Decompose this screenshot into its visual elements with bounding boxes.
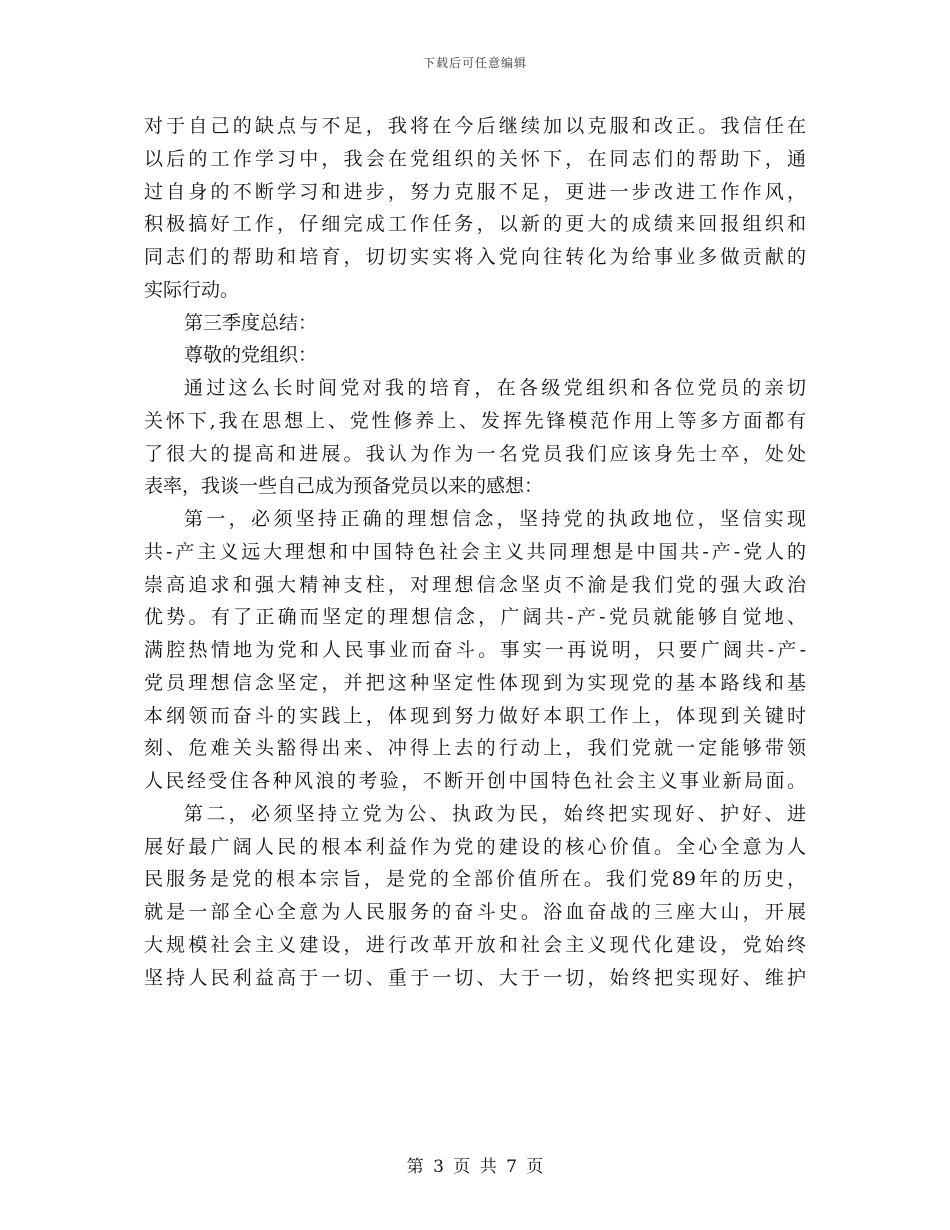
text-line: 大规模社会主义建设，进行改革开放和社会主义现代化建设，党始终 <box>144 933 806 956</box>
text-line: 尊敬的党组织： <box>184 344 318 367</box>
text-line: 表率，我谈一些自己成为预备党员以来的感想： <box>144 475 544 498</box>
text-line: 以后的工作学习中，我会在党组织的关怀下，在同志们的帮助下，通 <box>144 147 806 170</box>
text-line: 展好最广阔人民的根本利益作为党的建设的核心价值。全心全意为人 <box>144 835 806 858</box>
text-line: 积极搞好工作，仔细完成工作任务，以新的更大的成绩来回报组织和 <box>144 213 806 236</box>
text-line: 实际行动。 <box>144 278 240 301</box>
page-number-footer: 第 3 页 共 7 页 <box>406 1157 544 1177</box>
text-line: 民服务是党的根本宗旨，是党的全部价值所在。我们党89年的历史， <box>144 868 806 891</box>
text-line: 第二，必须坚持立党为公、执政为民，始终把实现好、护好、进 <box>184 802 806 825</box>
text-line: 党员理想信念坚定，并把这种坚定性体现到为实现党的基本路线和基 <box>144 671 806 694</box>
text-line: 人民经受住各种风浪的考验，不断开创中国特色社会主义事业新局面。 <box>144 770 806 792</box>
text-line: 了很大的提高和进展。我认为作为一名党员我们应该身先士卒，处处 <box>144 442 806 465</box>
text-line: 崇高追求和强大精神支柱，对理想信念坚贞不渝是我们党的强大政治 <box>144 573 806 596</box>
text-line: 刻、危难关头豁得出来、冲得上去的行动上，我们党就一定能够带领 <box>144 737 806 760</box>
text-line: 过自身的不断学习和进步，努力克服不足，更进一步改进工作作风， <box>144 180 806 203</box>
text-line: 第三季度总结： <box>184 311 318 334</box>
text-line: 对于自己的缺点与不足，我将在今后继续加以克服和改正。我信任在 <box>144 115 806 137</box>
text-line: 坚持人民利益高于一切、重于一切、大于一切，始终把实现好、维护 <box>144 966 806 989</box>
text-line: 优势。有了正确而坚定的理想信念，广阔共-产-党员就能够自觉地、 <box>144 606 806 629</box>
text-line: 关怀下,我在思想上、党性修养上、发挥先锋模范作用上等多方面都有 <box>144 409 806 432</box>
page-header: 下载后可任意编辑 <box>422 56 527 70</box>
document-body <box>144 110 806 994</box>
text-line: 共-产主义远大理想和中国特色社会主义共同理想是中国共-产-党人的 <box>144 540 806 563</box>
text-line: 第一，必须坚持正确的理想信念，坚持党的执政地位，坚信实现 <box>184 508 806 530</box>
text-line: 通过这么长时间党对我的培育，在各级党组织和各位党员的亲切 <box>184 377 806 399</box>
text-line: 本纲领而奋斗的实践上，体现到努力做好本职工作上，体现到关键时 <box>144 704 806 727</box>
text-line: 同志们的帮助和培育，切切实实将入党向往转化为给事业多做贡献的 <box>144 246 806 268</box>
text-line: 就是一部全心全意为人民服务的奋斗史。浴血奋战的三座大山，开展 <box>144 901 806 923</box>
text-line: 满腔热情地为党和人民事业而奋斗。事实一再说明，只要广阔共-产- <box>144 639 806 661</box>
